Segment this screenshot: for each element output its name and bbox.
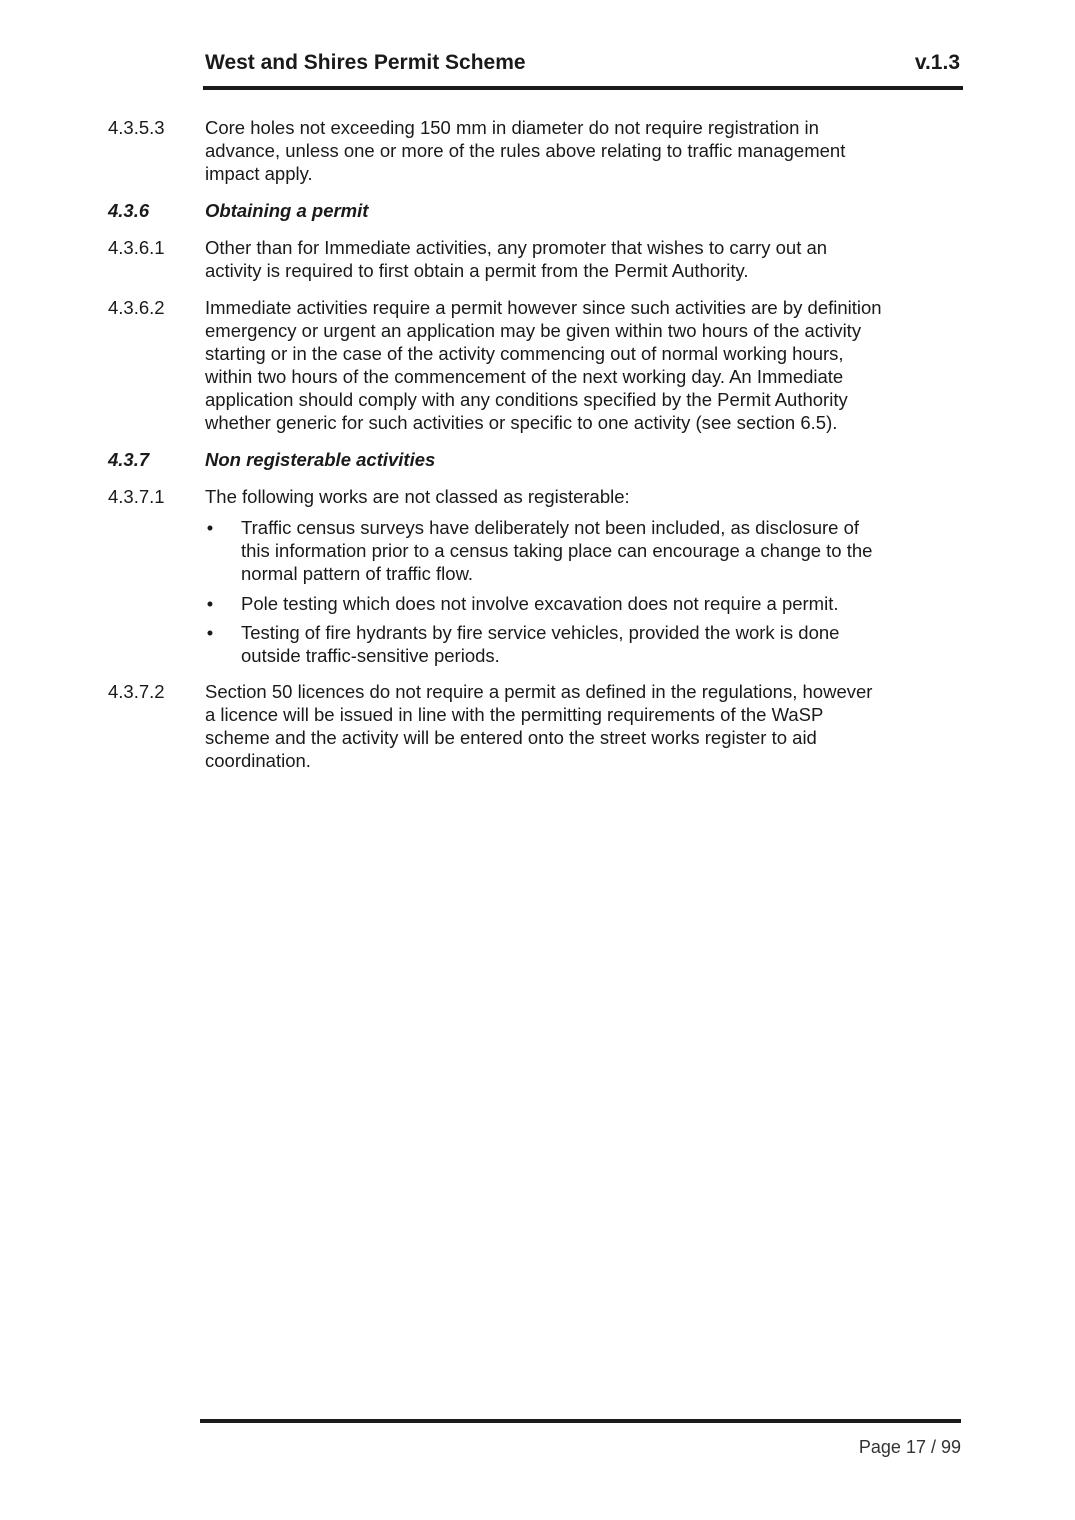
text-line: within two hours of the commencement of the next working day. An Immediate — [205, 366, 844, 387]
text-line: this information prior to a census taking place can encourage a change to the — [241, 540, 873, 561]
bullet-text — [241, 592, 941, 615]
footer-divider — [200, 1419, 961, 1423]
section-number: 4.3.7 — [108, 449, 150, 470]
text-line: The following works are not classed as registerable: — [205, 486, 630, 507]
text-line: emergency or urgent an application may be given within two hours of the activity — [205, 320, 862, 341]
bullet-marker: • — [206, 622, 214, 643]
document-title: West and Shires Permit Scheme — [205, 51, 526, 74]
bullet-marker: • — [206, 517, 214, 538]
page-number: Page 17 / 99 — [858, 1437, 961, 1457]
text-line: application should comply with any conditions specified by the Permit Authority — [205, 389, 848, 410]
text-line: impact apply. — [205, 163, 313, 184]
text-line: advance, unless one or more of the rules above relating to traffic management — [205, 140, 846, 161]
header-divider — [203, 86, 963, 90]
paragraph-number: 4.3.7.1 — [108, 486, 165, 507]
bullet-text — [241, 621, 941, 667]
text-line: Traffic census surveys have deliberately not been included, as disclosure of — [241, 517, 860, 538]
text-line: scheme and the activity will be entered onto the street works register to aid — [205, 727, 817, 748]
paragraph-number: 4.3.7.2 — [108, 681, 165, 702]
paragraph-number: 4.3.6.2 — [108, 297, 165, 318]
section-title: Non registerable activities — [205, 449, 436, 470]
paragraph-text — [205, 236, 940, 282]
text-line: activity is required to first obtain a permit from the Permit Authority. — [205, 260, 749, 281]
page-header — [203, 50, 961, 90]
document-version: v.1.3 — [914, 51, 960, 74]
text-line: Testing of fire hydrants by fire service vehicles, provided the work is done — [241, 622, 840, 643]
paragraph-text — [205, 680, 940, 772]
bullet-text — [241, 516, 941, 585]
text-line: outside traffic-sensitive periods. — [241, 645, 500, 666]
text-line: a licence will be issued in line with the permitting requirements of the WaSP — [205, 704, 824, 725]
text-line: starting or in the case of the activity commencing out of normal working hours, — [205, 343, 844, 364]
paragraph-number: 4.3.5.3 — [108, 117, 165, 138]
text-line: normal pattern of traffic flow. — [241, 563, 474, 584]
text-line: Section 50 licences do not require a permit as defined in the regulations, however — [205, 681, 873, 702]
text-line: Pole testing which does not involve excavation does not require a permit. — [241, 593, 839, 614]
paragraph-number: 4.3.6.1 — [108, 237, 165, 258]
section-number: 4.3.6 — [108, 200, 150, 221]
bullet-marker: • — [206, 593, 214, 614]
text-line: Immediate activities require a permit however since such activities are by definition — [205, 297, 882, 318]
text-line: Other than for Immediate activities, any promoter that wishes to carry out an — [205, 237, 828, 258]
paragraph-text — [205, 116, 940, 185]
paragraph-text — [205, 485, 940, 508]
text-line: Core holes not exceeding 150 mm in diameter do not require registration in — [205, 117, 819, 138]
section-title: Obtaining a permit — [205, 200, 369, 221]
text-line: coordination. — [205, 750, 311, 771]
paragraph-text — [205, 296, 940, 434]
text-line: whether generic for such activities or specific to one activity (see section 6.5). — [205, 412, 838, 433]
